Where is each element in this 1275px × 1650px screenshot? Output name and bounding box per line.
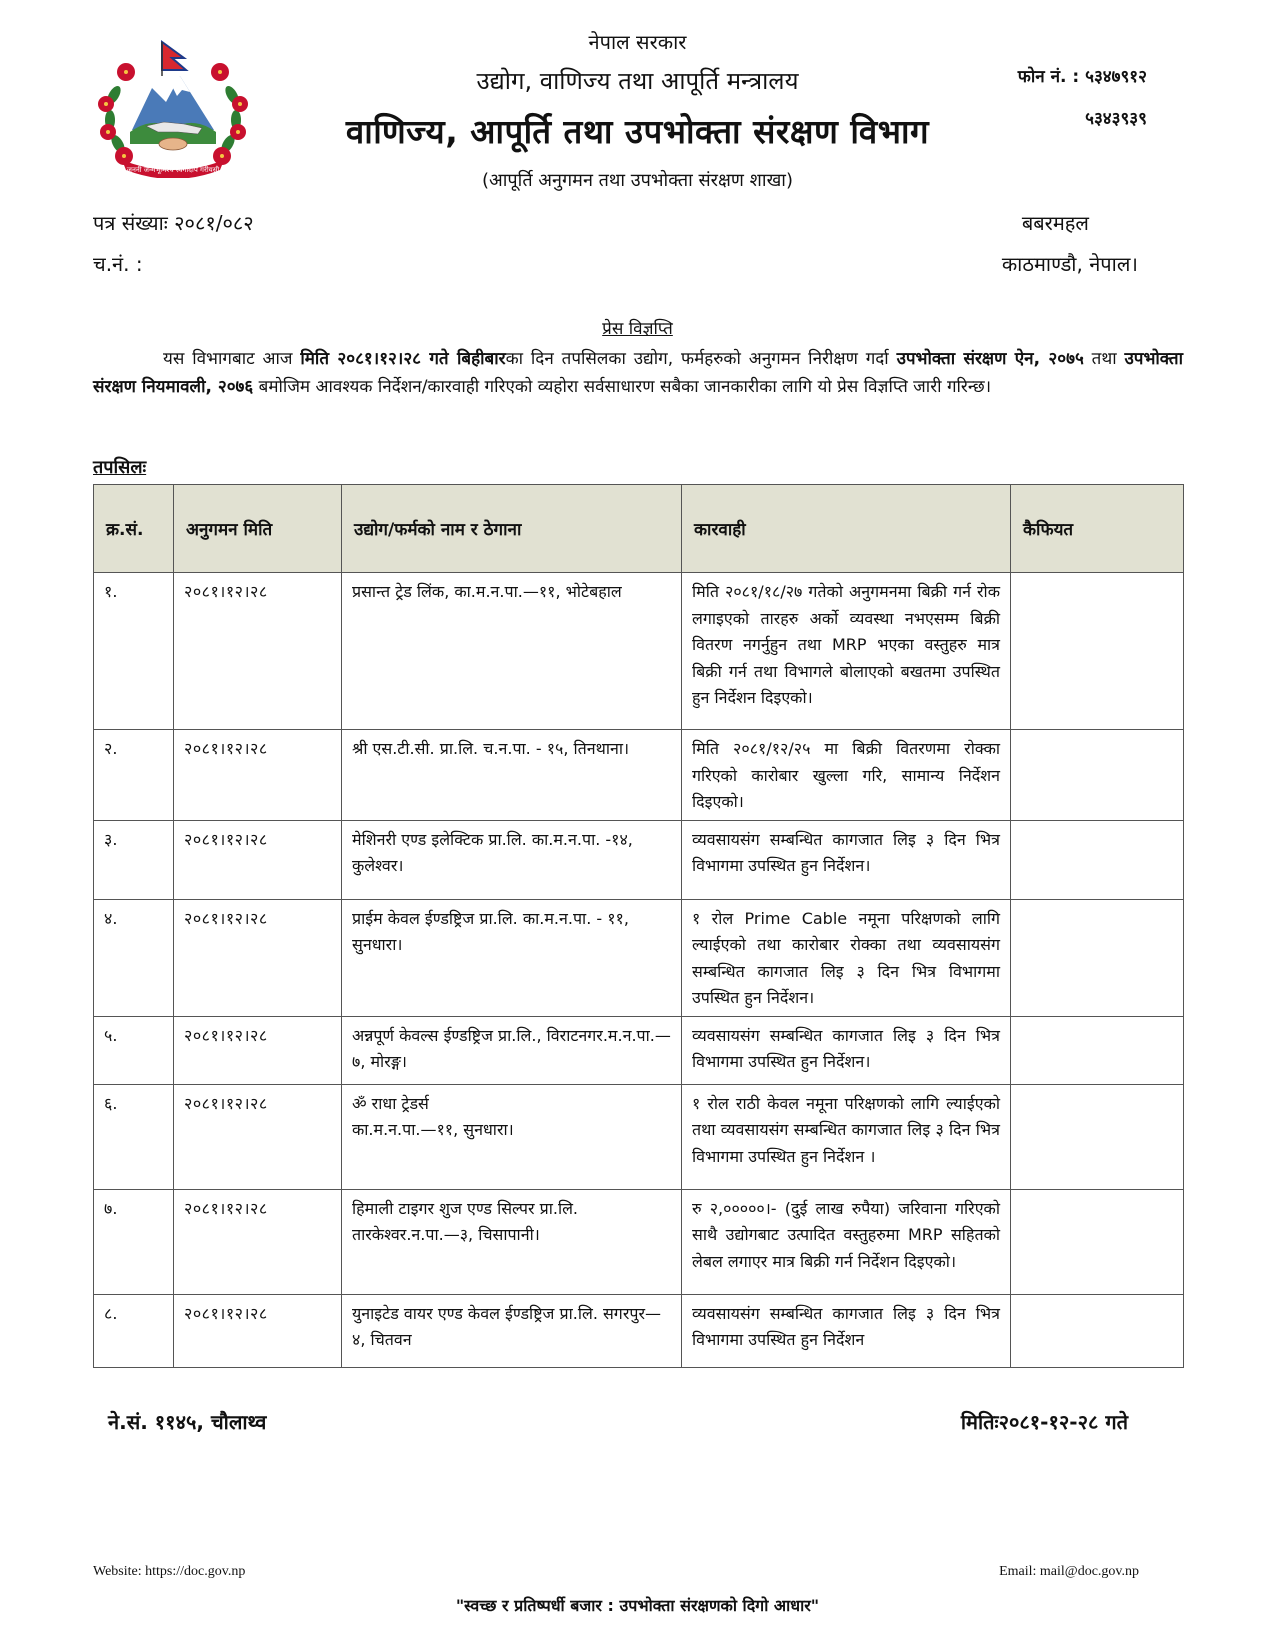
column-header-sn: क्र.सं. [94, 485, 174, 573]
table-row [94, 1084, 1184, 1189]
row-action: व्यवसायसंग सम्बन्धित कागजात लिइ ३ दिन भित्र विभागमा उपस्थित हुन निर्देशन। [682, 820, 1011, 899]
table-row [94, 820, 1184, 899]
row-sn: ४. [94, 899, 174, 1016]
table-row [94, 899, 1184, 1016]
row-firm: श्री एस.टी.सी. प्रा.लि. च.न.पा. - १५, तिनथाना। [342, 730, 682, 821]
row-remark [1011, 899, 1184, 1016]
office-city: काठमाण्डौ, नेपाल। [1001, 252, 1138, 276]
row-date: २०८१।१२।२८ [174, 573, 342, 730]
office-location: बबरमहल [1021, 211, 1089, 235]
row-remark [1011, 1084, 1184, 1189]
department-name: वाणिज्य, आपूर्ति तथा उपभोक्ता संरक्षण विभाग [345, 112, 930, 151]
column-header-action: कारवाही [682, 485, 1011, 573]
table-row [94, 1016, 1184, 1084]
row-date: २०८१।१२।२८ [174, 1294, 342, 1367]
row-remark [1011, 820, 1184, 899]
table-row [94, 573, 1184, 730]
government-name: नेपाल सरकार [588, 30, 687, 54]
column-header-date: अनुगमन मिति [174, 485, 342, 573]
table-header-row [94, 485, 1184, 573]
row-action: व्यवसायसंग सम्बन्धित कागजात लिइ ३ दिन भित्र विभागमा उपस्थित हुन निर्देशन [682, 1294, 1011, 1367]
row-date: २०८१।१२।२८ [174, 730, 342, 821]
ministry-name: उद्योग, वाणिज्य तथा आपूर्ति मन्त्रालय [476, 67, 799, 95]
row-remark [1011, 573, 1184, 730]
row-sn: १. [94, 573, 174, 730]
row-remark [1011, 1189, 1184, 1294]
chalan-number: च.नं. : [93, 252, 143, 276]
row-sn: २. [94, 730, 174, 821]
row-firm: प्रसान्त ट्रेड लिंक, का.म.न.पा.—११, भोटेबहाल [342, 573, 682, 730]
table-row [94, 730, 1184, 821]
row-action: मिति २०८१/१८/२७ गतेको अनुगमनमा बिक्री गर्न रोक लगाइएको तारहरु अर्को व्यवस्था नभएसम्म बिक्री वितरण नगर्नुहुन तथा MRP भएका वस्तुहरु मात्र बिक्री गर्न तथा विभागले बोलाएको बखतमा उपस्थित हुन निर्देशन दिइएको। [682, 573, 1011, 730]
phone-number-2: ५३४३९३९ [1085, 109, 1147, 129]
email-link[interactable]: Email: mail@doc.gov.np [999, 1564, 1139, 1579]
row-date: २०८१।१२।२८ [174, 1084, 342, 1189]
footer-slogan: "स्वच्छ र प्रतिष्पर्धी बजार : उपभोक्ता संरक्षणको दिगो आधार" [455, 1596, 820, 1615]
phone-number: फोन नं. : ५३४७९१२ [1017, 67, 1147, 87]
row-date: २०८१।१२।२८ [174, 1016, 342, 1084]
details-heading: तपसिलः [93, 457, 147, 478]
press-release-body: यस विभागबाट आज मिति २०८१।१२।२८ गते बिहीबारका दिन तपसिलका उद्योग, फर्महरुको अनुगमन निरीक्षण गर्दा उपभोक्ता संरक्षण ऐन, २०७५ तथा उपभोक्ता संरक्षण नियमावली, २०७६ बमोजिम आवश्यक निर्देशन/कारवाही गरिएको व्यहोरा सर्वसाधारण सबैका जानकारीका लागि यो प्रेस विज्ञप्ति जारी गरिन्छ। [93, 349, 1183, 397]
row-sn: ७. [94, 1189, 174, 1294]
monitoring-table [93, 484, 1184, 1368]
row-firm: हिमाली टाइगर शुज एण्ड सिल्पर प्रा.लि. तारकेश्वर.न.पा.—३, चिसापानी। [342, 1189, 682, 1294]
row-action: व्यवसायसंग सम्बन्धित कागजात लिइ ३ दिन भित्र विभागमा उपस्थित हुन निर्देशन। [682, 1016, 1011, 1084]
branch-name: (आपूर्ति अनुगमन तथा उपभोक्ता संरक्षण शाखा) [482, 170, 793, 191]
issue-date: मितिः२०८१-१२-२८ गते [960, 1410, 1128, 1434]
website-link[interactable]: Website: https://doc.gov.np [93, 1564, 246, 1579]
row-date: २०८१।१२।२८ [174, 820, 342, 899]
table-row [94, 1189, 1184, 1294]
row-action: रु २,०००००।- (दुई लाख रुपैया) जरिवाना गरिएको साथै उद्योगबाट उत्पादित वस्तुहरुमा MRP सहितको लेबल लगाएर मात्र बिक्री गर्न निर्देशन दिइएको। [682, 1189, 1011, 1294]
table-row [94, 1294, 1184, 1367]
row-firm: मेशिनरी एण्ड इलेक्टिक प्रा.लि. का.म.न.पा. -१४, कुलेश्वर। [342, 820, 682, 899]
row-action: मिति २०८१/१२/२५ मा बिक्री वितरणमा रोक्का गरिएको कारोबार खुल्ला गरि, सामान्य निर्देशन दिइएको। [682, 730, 1011, 821]
row-remark [1011, 1294, 1184, 1367]
row-date: २०८१।१२।२८ [174, 1189, 342, 1294]
row-firm: ॐ राधा ट्रेडर्स का.म.न.पा.—११, सुनधारा। [342, 1084, 682, 1189]
row-firm: प्राईम केवल ईण्डष्ट्रिज प्रा.लि. का.म.न.पा. - ११, सुनधारा। [342, 899, 682, 1016]
row-sn: ६. [94, 1084, 174, 1189]
row-remark [1011, 730, 1184, 821]
emblem-motto: जननी जन्मभूमिश्च स्वर्गादपि गरीयसी [126, 166, 220, 174]
row-date: २०८१।१२।२८ [174, 899, 342, 1016]
row-firm: युनाइटेड वायर एण्ड केवल ईण्डष्ट्रिज प्रा.लि. सगरपुर—४, चितवन [342, 1294, 682, 1367]
row-sn: ८. [94, 1294, 174, 1367]
press-release-title: प्रेस विज्ञप्ति [602, 319, 673, 339]
nepal-sambat-date: ने.सं. ११४५, चौलाथ्व [108, 1410, 267, 1434]
row-remark [1011, 1016, 1184, 1084]
letter-number: पत्र संख्याः २०८१/०८२ [93, 211, 254, 235]
row-sn: ३. [94, 820, 174, 899]
row-action: १ रोल राठी केवल नमूना परिक्षणको लागि ल्याईएको तथा व्यवसायसंग सम्बन्धित कागजात लिइ ३ दिन भित्र विभागमा उपस्थित हुन निर्देशन । [682, 1084, 1011, 1189]
column-header-remark: कैफियत [1011, 485, 1184, 573]
row-sn: ५. [94, 1016, 174, 1084]
column-header-firm: उद्योग/फर्मको नाम र ठेगाना [342, 485, 682, 573]
row-action: १ रोल Prime Cable नमूना परिक्षणको लागि ल्याईएको तथा कारोबार रोक्का तथा व्यवसायसंग सम्बन्धित कागजात लिइ ३ दिन भित्र विभागमा उपस्थित हुन निर्देशन। [682, 899, 1011, 1016]
row-firm: अन्नपूर्ण केवल्स ईण्डष्ट्रिज प्रा.लि., विराटनगर.म.न.पा.—७, मोरङ्ग। [342, 1016, 682, 1084]
